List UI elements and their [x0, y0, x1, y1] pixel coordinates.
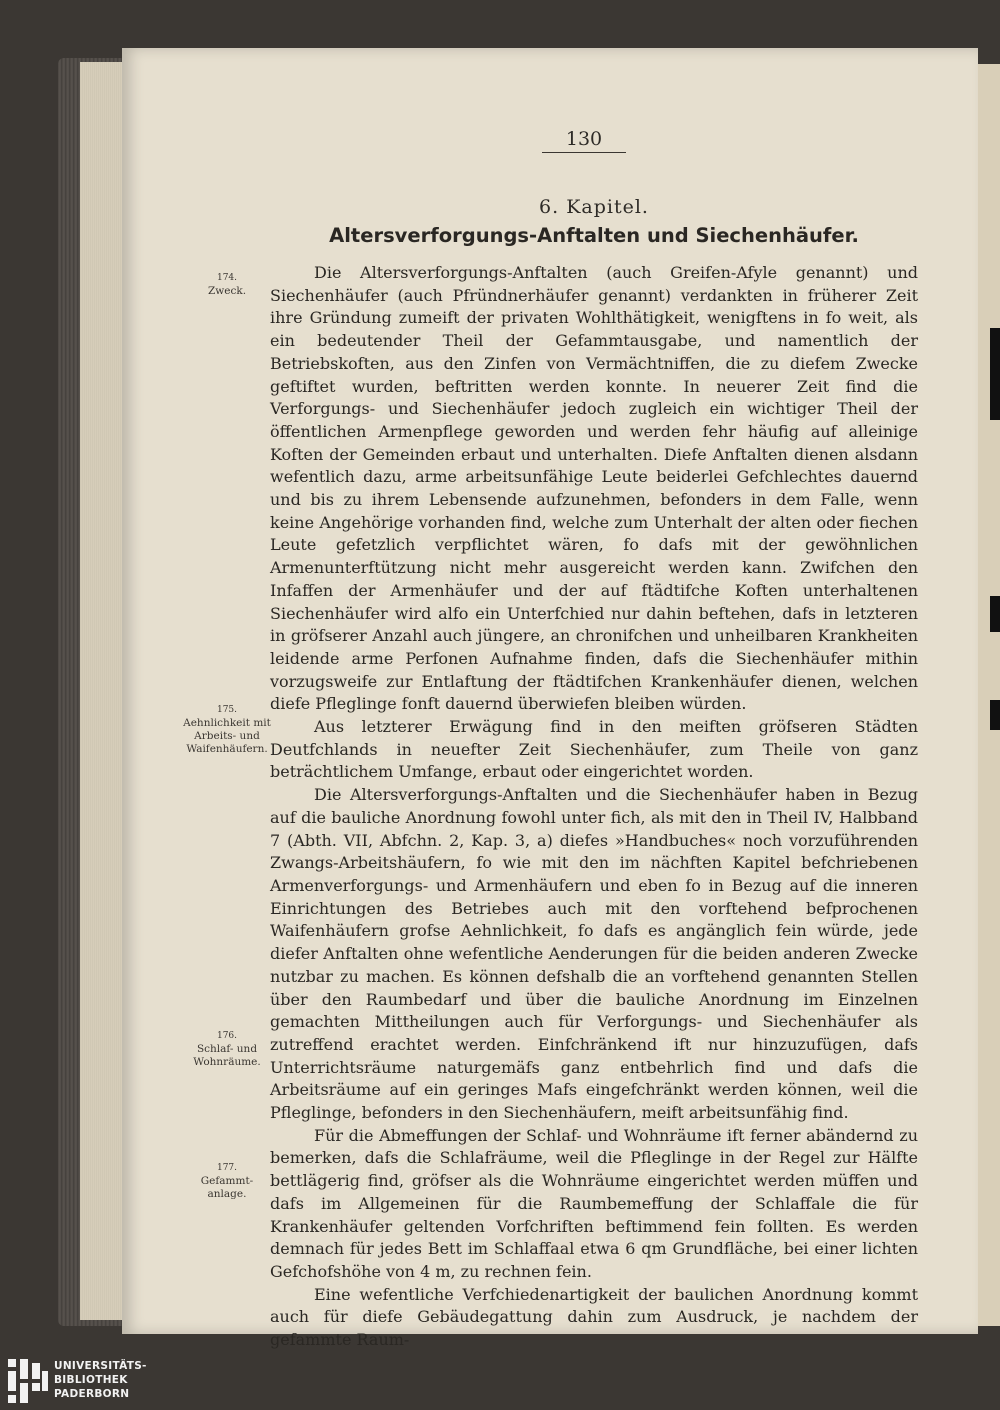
library-name-line: PADERBORN — [54, 1388, 130, 1400]
paragraph: Für die Abmeffungen der Schlaf- und Wohnräume ift ferner abändernd zu bemerken, dafs die Schlafräume, weil die Pfleglinge in der Regel zur Hälfte bettlägerig find, gröfser als die Wohnräume eingerichtet werden müffen und dafs im Allgemeinen für die Raumbemeffung der Schlaffale die für Krankenhäufer geltenden Vorfchriften beftimmend fein follten. Es werden demnach für jedes Bett im Schlaffaal etwa 6 qm Grundfläche, bei einer lichten Gefchofshöhe von 4 m, zu rechnen fein. — [270, 1125, 918, 1281]
paragraph: Die Altersverforgungs-Anftalten (auch Greifen-Afyle genannt) und Siechenhäufer (auch Pfründnerhäufer genannt) verdankten in früherer Zeit ihre Gründung zumeift der privaten Wohlthätigkeit, wenigftens in fo weit, als ein bedeutender Theil der Gefammtausgabe, und namentlich der Betriebskoften, aus den Zinfen von Vermächtniffen, die zu diefem Zwecke geftiftet wurden, beftritten werden konnte. In neuerer Zeit find die Verforgungs- und Siechenhäufer jedoch zugleich ein wichtiger Theil der öffentlichen Armenpflege geworden und werden fehr häufig auf alleinige Koften der Gemeinden erbaut und unterhalten. Diefe Anftalten dienen alsdann wefentlich dazu, arme arbeitsunfähige Leute beiderlei Gefchlechtes dauernd und bis zu ihrem Lebensende aufzunehmen, befonders in dem Falle, wenn keine Angehörige vorhanden find, welche zum Unterhalt der alten oder fiechen Leute gefetzlich verpflichtet wären, fo dafs mit der gewöhnlichen Armenunterftützung nicht mehr ausgereicht werden kann. Zwifchen den Infaffen der Armenhäufer und der auf ftädtifche Koften unterhaltenen Siechenhäufer wird alfo ein Unterfchied nur dahin beftehen, dafs in letzteren in gröfserer Anzahl auch jüngere, an chronifchen und unheilbaren Krankheiten leidende arme Perfonen Aufnahme finden, dafs die Siechenhäufer mithin vorzugsweife zur Entlaftung der ftädtifchen Krankenhäufer dienen, welchen diefe Pfleglinge fonft dauernd überwiefen bleiben würden. — [270, 263, 918, 714]
margin-note-number: 175. — [216, 705, 238, 715]
library-name-line: UNIVERSITÄTS- — [54, 1360, 147, 1372]
paragraph: Eine wefentliche Verfchiedenartigkeit der baulichen Anordnung kommt auch für diefe Gebäudegattung dahin zum Ausdruck, je nachdem der gefammte Raum- — [270, 1284, 918, 1350]
margin-note-number: 176. — [216, 1031, 238, 1041]
next-page-edge — [976, 64, 1000, 1326]
chapter-heading: 6. Kapitel. — [539, 196, 649, 218]
margin-note-label: Schlaf- und Wohnräume. — [193, 1043, 261, 1068]
paragraph: Aus letzterer Erwägung find in den meiften gröfseren Städten Deutfchlands in neuefter Zeit Siechenhäufer, zum Theile von ganz beträchtlichem Umfange, erbaut oder eingerichtet worden. — [270, 717, 918, 782]
margin-note-number: 177. — [216, 1163, 238, 1173]
library-name — [54, 1359, 147, 1401]
section-title: Altersverforgungs-Anftalten und Siechenhäufer. — [329, 224, 859, 247]
page-number: 130 — [542, 128, 626, 153]
paragraph: Die Altersverforgungs-Anftalten und die Siechenhäufer haben in Bezug auf die bauliche Anordnung fowohl unter fich, als mit den in Theil IV, Halbband 7 (Abth. VII, Abfchn. 2, Kap. 3, a) diefes »Handbuches« noch vorzuführenden Zwangs-Arbeitshäufern, fo wie mit den im nächften Kapitel befchriebenen Armenverforgungs- und Armenhäufern und eben fo in Bezug auf die inneren Einrichtungen des Betriebes auch mit den vorftehend befprochenen Waifenhäufern grofse Aehnlichkeit, fo dafs es angänglich fein würde, jede diefer Anftalten ohne wefentliche Aenderungen für die beiden anderen Zwecke nutzbar zu machen. Es können defshalb die an vorftehend genannten Stellen über den Raumbedarf und über die bauliche Anordnung im Einzelnen gemachten Mittheilungen auch für Verforgungs- und Siechenhäufer als zutreffend erachtet werden. Einfchränkend ift nur hinzuzufügen, dafs Unterrichtsräume naturgemäfs ganz entbehrlich find und dafs die Arbeitsräume auf ein geringes Mafs eingefchränkt werden können, weil die Pfleglinge, befonders in den Siechenhäufern, meift arbeitsunfähig find. — [270, 785, 918, 1123]
page-stack-edge — [80, 62, 128, 1320]
margin-note-label: Zweck. — [207, 285, 247, 297]
margin-note-177 — [182, 1162, 272, 1201]
margin-note-label: Aehnlichkeit mit Arbeits- und Waifenhäufern. — [183, 717, 271, 755]
margin-note-number: 174. — [216, 273, 238, 283]
scale-bar-mark — [990, 596, 1000, 632]
library-logo — [8, 1357, 178, 1405]
body-text — [270, 262, 918, 1352]
library-name-line: BIBLIOTHEK — [54, 1374, 128, 1386]
scale-bar-mark — [990, 328, 1000, 420]
library-grid-icon — [8, 1359, 50, 1403]
margin-note-175 — [182, 704, 272, 756]
scale-bar-mark — [990, 700, 1000, 730]
margin-note-label: Gefammt- anlage. — [200, 1175, 254, 1200]
margin-note-176 — [182, 1030, 272, 1069]
margin-note-174 — [182, 272, 272, 298]
